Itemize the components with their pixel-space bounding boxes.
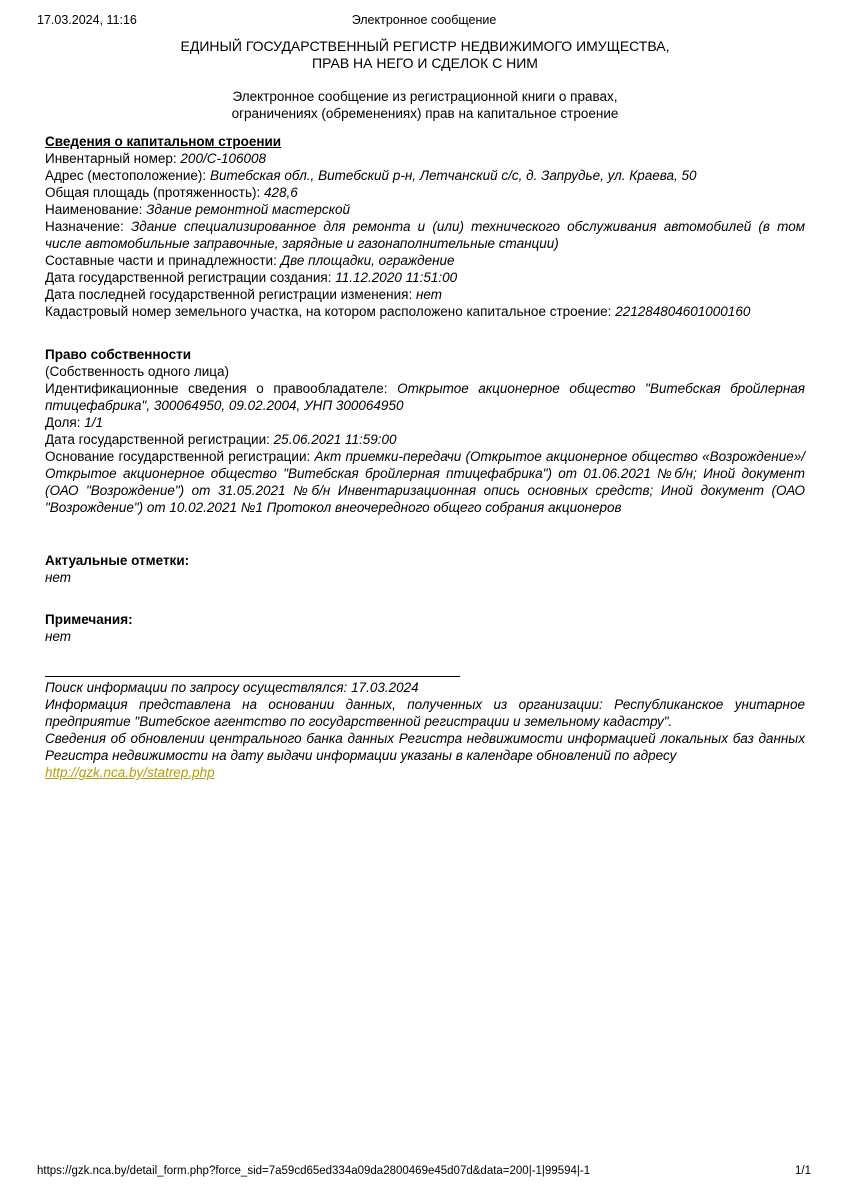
section-heading-wrap bbox=[45, 133, 805, 150]
field-value: 221284804601000160 bbox=[615, 304, 751, 319]
field-cadastral-number bbox=[45, 303, 805, 320]
field-label: Дата государственной регистрации создания: bbox=[45, 270, 332, 285]
browser-print-footer bbox=[37, 1163, 811, 1180]
field-last-change-reg-date bbox=[45, 286, 805, 303]
field-label: Назначение: bbox=[45, 219, 124, 234]
section-ownership-right bbox=[45, 346, 805, 516]
data-source-line: Информация представлена на основании данных, полученных из организации: Республиканское унитарное предприятие "Витебское агентство по государственной регистрации и земельному кадастру". bbox=[45, 697, 805, 729]
statrep-link[interactable]: http://gzk.nca.by/statrep.php bbox=[45, 765, 215, 780]
field-label: Адрес (местоположение): bbox=[45, 168, 207, 183]
field-components bbox=[45, 252, 805, 269]
field-name bbox=[45, 201, 805, 218]
field-label: Кадастровый номер земельного участка, на котором расположено капитальное строение: bbox=[45, 304, 612, 319]
notes-value: нет bbox=[45, 629, 72, 644]
field-label: Наименование: bbox=[45, 202, 143, 217]
field-label: Общая площадь (протяженность): bbox=[45, 185, 261, 200]
field-label: Идентификационные сведения о правообладателе: bbox=[45, 381, 388, 396]
notes-section-heading: Примечания: bbox=[45, 612, 133, 627]
field-total-area bbox=[45, 184, 805, 201]
section-notes bbox=[45, 611, 805, 645]
statrep-link-row bbox=[45, 764, 805, 781]
field-value: нет bbox=[416, 287, 443, 302]
browser-print-header bbox=[0, 0, 848, 28]
print-doc-title: Электронное сообщение bbox=[351, 13, 497, 27]
field-purpose bbox=[45, 218, 805, 252]
field-label: Основание государственной регистрации: bbox=[45, 449, 311, 464]
ownership-section-heading: Право собственности bbox=[45, 347, 192, 362]
registry-title-line2: ПРАВ НА НЕГО И СДЕЛОК С НИМ bbox=[312, 55, 538, 71]
field-value: Две площадки, ограждение bbox=[280, 253, 455, 268]
field-creation-reg-date bbox=[45, 269, 805, 286]
field-value: 1/1 bbox=[84, 415, 103, 430]
document-body bbox=[0, 38, 848, 781]
field-value: Открытое акционерное общество "Витебская бройлерная птицефабрика", 300064950, 09.02.2004, УНП 300064950 bbox=[45, 381, 805, 413]
marks-value: нет bbox=[45, 570, 72, 585]
update-info-line: Сведения об обновлении центрального банка данных Регистра недвижимости информацией локальных баз данных Регистра недвижимости на дату выдачи информации указаны в календаре обновлений по адресу bbox=[45, 731, 805, 763]
field-value: Акт приемки-передачи (Открытое акционерное общество «Возрождение»/Открытое акционерное общество "Витебская бройлерная птицефабрика") от 01.06.2021 №б/н; Иной документ (ОАО "Возрождение") от 31.05.2021 №б/н Инвентаризационная опись основных средств; Иной документ (ОАО "Возрождение") от 10.02.2021 №1 Протокол внеочередного общего собрания акционеров bbox=[45, 449, 805, 515]
field-value: 11.12.2020 11:51:00 bbox=[335, 270, 458, 285]
field-value: 200/С-106008 bbox=[180, 151, 266, 166]
registry-title bbox=[45, 38, 805, 72]
field-value: 25.06.2021 11:59:00 bbox=[273, 432, 397, 447]
ownership-type: (Собственность одного лица) bbox=[45, 364, 230, 379]
field-value: Здание ремонтной мастерской bbox=[146, 202, 350, 217]
field-label: Составные части и принадлежности: bbox=[45, 253, 277, 268]
field-label: Дата последней государственной регистрации изменения: bbox=[45, 287, 413, 302]
field-value: Здание специализированное для ремонта и (или) технического обслуживания автомобилей (в том числе автомобильные заправочные, зарядные и газонаполнительные станции) bbox=[45, 219, 805, 251]
registry-title-line1: ЕДИНЫЙ ГОСУДАРСТВЕННЫЙ РЕГИСТР НЕДВИЖИМОГО ИМУЩЕСТВА, bbox=[180, 38, 670, 54]
marks-section-heading: Актуальные отметки: bbox=[45, 553, 190, 568]
field-label: Инвентарный номер: bbox=[45, 151, 177, 166]
field-value: Витебская обл., Витебский р-н, Летчанский с/с, д. Запрудье, ул. Краева, 50 bbox=[209, 168, 697, 183]
field-state-reg-date bbox=[45, 431, 805, 448]
message-subtitle bbox=[45, 88, 805, 122]
field-address bbox=[45, 167, 805, 184]
section-building-info bbox=[45, 133, 805, 320]
print-footer-page-number: 1/1 bbox=[795, 1165, 811, 1177]
field-rightholder-info bbox=[45, 380, 805, 414]
print-datetime: 17.03.2024, 11:16 bbox=[37, 13, 137, 27]
horizontal-divider bbox=[45, 676, 460, 677]
footnotes-block bbox=[45, 679, 805, 781]
field-share bbox=[45, 414, 805, 431]
message-subtitle-line2: ограничениях (обременениях) прав на капитальное строение bbox=[231, 106, 619, 121]
section-current-marks bbox=[45, 552, 805, 586]
field-value: 428,6 bbox=[264, 185, 298, 200]
building-section-heading: Сведения о капитальном строении bbox=[45, 134, 282, 149]
field-reg-basis bbox=[45, 448, 805, 516]
print-footer-url: https://gzk.nca.by/detail_form.php?force_sid=7a59cd65ed334a09da2800469e45d07d&data=200|-1|99594|-1 bbox=[37, 1165, 591, 1177]
field-label: Дата государственной регистрации: bbox=[45, 432, 270, 447]
field-label: Доля: bbox=[45, 415, 81, 430]
search-date-line: Поиск информации по запросу осуществлялся: 17.03.2024 bbox=[45, 680, 419, 695]
message-subtitle-line1: Электронное сообщение из регистрационной книги о правах, bbox=[232, 89, 618, 104]
field-inventory-number bbox=[45, 150, 805, 167]
